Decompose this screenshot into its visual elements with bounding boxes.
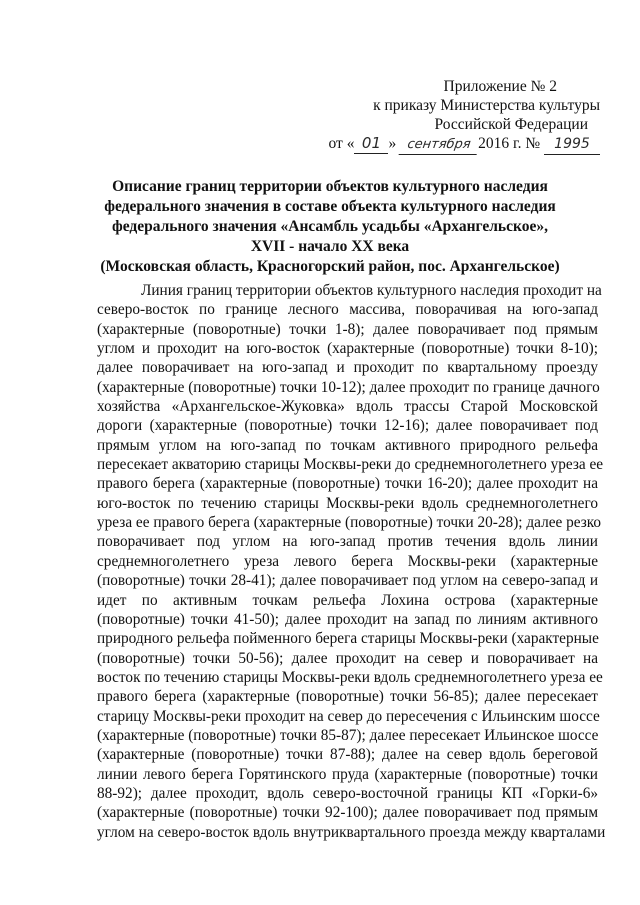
paragraph-line: восток по течению старицы Москвы-реки вдоль среднемноголетнего уреза ее	[97, 668, 603, 686]
order-date-line	[300, 134, 600, 155]
paragraph-line: старицу Москвы-реки проходит на север до пересечения с Ильинским шоссе	[97, 707, 600, 725]
paragraph-line: правого берега (характерные (поворотные) точки 16-20); далее проходит на	[97, 475, 598, 493]
order-year: 2016 г. №	[478, 135, 541, 152]
paragraph-line: (характерные (поворотные) точки 10-12); далее проходит по границе дачного	[97, 378, 600, 396]
handwritten-order-number: 1995	[544, 135, 600, 155]
title-line-1: Описание границ территории объектов культурного наследия	[112, 178, 548, 195]
paragraph-line: (поворотные) точки 41-50); далее проходит на запад по линиям активного	[97, 610, 598, 628]
handwritten-month: сентября	[399, 135, 480, 155]
paragraph-line: (характерные (поворотные) точки 1-8); далее поворачивает под прямым	[97, 320, 598, 338]
paragraph-line: далее поворачивает на юго-запад и проходит по квартальному проезду	[97, 359, 598, 377]
date-mid: »	[388, 135, 397, 152]
date-prefix: от «	[328, 135, 355, 152]
paragraph-line: уреза ее правого берега (характерные (поворотные) точки 20-28); далее резко	[97, 514, 602, 532]
paragraph-line: (поворотные) точки 28-41); далее поворачивает под углом на северо-запад и	[97, 572, 598, 590]
title-line-5: (Московская область, Красногорский район, пос. Архангельское)	[100, 258, 560, 275]
paragraph-line: пересекает акваторию старицы Москвы-реки до среднемноголетнего уреза ее	[97, 456, 604, 474]
handwritten-day: 01	[354, 134, 388, 154]
paragraph-line: юго-восток по течению старицы Москвы-реки вдоль среднемноголетнего	[97, 494, 598, 512]
paragraph-line: правого берега (характерные (поворотные) точки 56-85); далее пересекает	[97, 688, 598, 706]
paragraph-line: хозяйства «Архангельское-Жуковка» вдоль трассы Старой Московской	[97, 398, 598, 416]
paragraph-line: Линия границ территории объектов культурного наследия проходит на	[141, 282, 602, 299]
title-line-2: федерального значения в составе объекта культурного наследия	[104, 198, 556, 215]
federation-name: Российской Федерации	[434, 116, 588, 133]
paragraph-line: (характерные (поворотные) точки 92-100); далее поворачивает под прямым	[97, 804, 598, 822]
paragraph-line: дороги (характерные (поворотные) точки 12-16); далее поворачивает под	[97, 417, 598, 435]
paragraph-line: (характерные (поворотные) точки 87-88); далее на север вдоль береговой	[97, 746, 598, 764]
paragraph-line: линии левого берега Горятинского пруда (характерные (поворотные) точки	[97, 765, 598, 783]
appendix-header	[300, 77, 600, 155]
boundary-description	[97, 281, 606, 842]
paragraph-line: поворачивает под углом на юго-запад против течения вдоль линии	[97, 533, 598, 551]
paragraph-line: прямым углом на юго-запад по точкам активного природного рельефа	[97, 436, 598, 454]
paragraph-line: идет по активным точкам рельефа Лохина острова (характерные	[97, 591, 598, 609]
paragraph-line: среднемноголетнего уреза левого берега Москвы-реки (характерные	[97, 552, 598, 570]
paragraph-line: природного рельефа пойменного берега старицы Москвы-реки (характерные	[97, 630, 599, 648]
paragraph-line: (характерные (поворотные) точки 85-87); далее пересекает Ильинское шоссе	[97, 726, 599, 744]
paragraph-line: углом и проходит на юго-восток (характерные (поворотные) точки 8-10);	[97, 340, 598, 358]
title-line-3: федерального значения «Ансамбль усадьбы «Архангельское»,	[111, 218, 548, 235]
paragraph-line: 88-92); далее проходит, вдоль северо-восточной границы КП «Горки-6»	[97, 784, 598, 802]
paragraph-line: северо-восток по границе лесного массива, поворачивая на юго-запад	[97, 301, 598, 319]
paragraph-line: (поворотные) точки 50-56); далее проходит на север и поворачивает на	[97, 649, 598, 667]
title-line-4: XVII - начало XX века	[250, 238, 410, 255]
paragraph-line: углом на северо-восток вдоль внутриквартального проезда между кварталами	[97, 823, 606, 841]
document-title	[90, 177, 570, 277]
order-reference: к приказу Министерства культуры	[373, 97, 600, 114]
appendix-number: Приложение № 2	[443, 78, 557, 95]
